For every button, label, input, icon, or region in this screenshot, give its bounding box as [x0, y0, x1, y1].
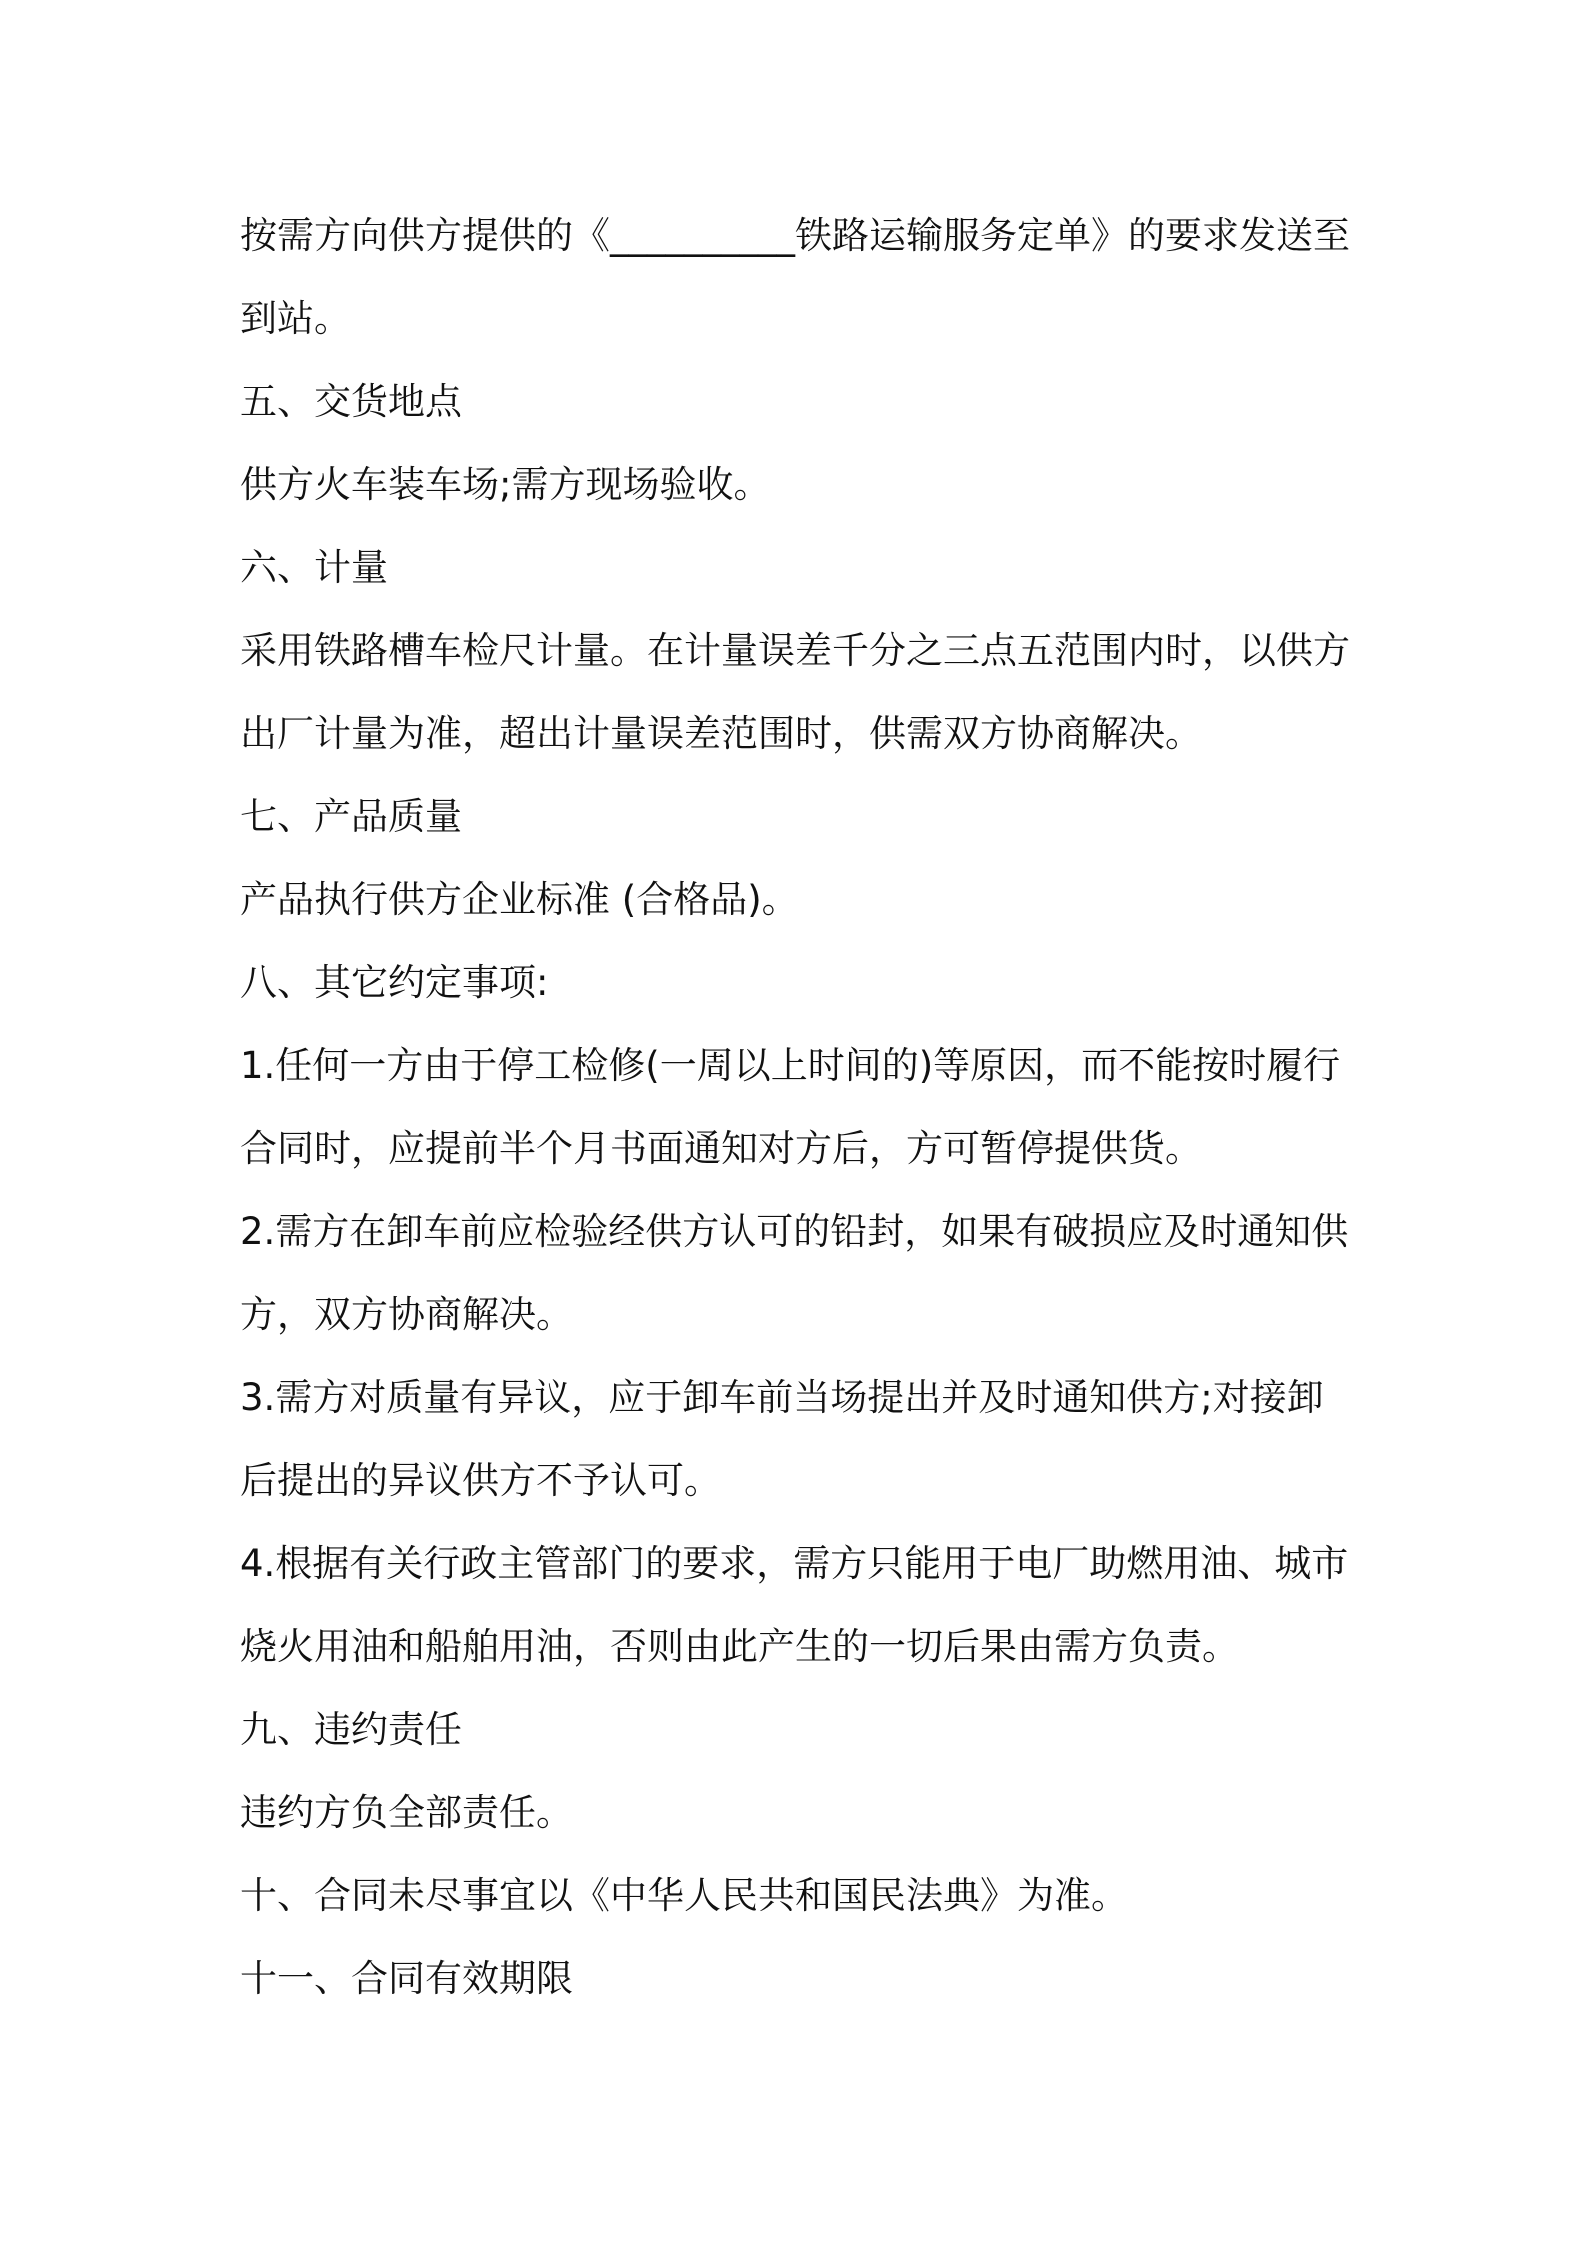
section-heading: 六、计量 — [240, 546, 388, 589]
text-line: 出厂计量为准，超出计量误差范围时，供需双方协商解决。 — [240, 712, 1202, 755]
document-body — [240, 194, 1360, 2020]
section-heading: 十一、合同有效期限 — [240, 1957, 573, 2000]
text-line: 方，双方协商解决。 — [240, 1293, 573, 1336]
text-line: 供方火车装车场;需方现场验收。 — [240, 463, 771, 506]
list-item: 4.根据有关行政主管部门的要求，需方只能用于电厂助燃用油、城市 — [240, 1542, 1349, 1585]
section-heading: 七、产品质量 — [240, 795, 462, 838]
text-line: 采用铁路槽车检尺计量。在计量误差千分之三点五范围内时，以供方 — [240, 629, 1350, 672]
text-line: 到站。 — [240, 297, 351, 340]
section-heading: 十、合同未尽事宜以《中华人民共和国民法典》为准。 — [240, 1874, 1128, 1917]
section-heading: 五、交货地点 — [240, 380, 462, 423]
section-heading: 九、违约责任 — [240, 1708, 462, 1751]
text-line: 后提出的异议供方不予认可。 — [240, 1459, 721, 1502]
text-line: 按需方向供方提供的《__________铁路运输服务定单》的要求发送至 — [240, 214, 1350, 257]
list-item: 3.需方对质量有异议，应于卸车前当场提出并及时通知供方;对接卸 — [240, 1376, 1324, 1419]
list-item: 1.任何一方由于停工检修(一周以上时间的)等原因，而不能按时履行 — [240, 1044, 1341, 1087]
text-line: 产品执行供方企业标准 (合格品)。 — [240, 878, 799, 921]
section-heading: 八、其它约定事项: — [240, 961, 549, 1004]
text-line: 合同时，应提前半个月书面通知对方后，方可暂停提供货。 — [240, 1127, 1202, 1170]
text-line: 违约方负全部责任。 — [240, 1791, 573, 1834]
text-line: 烧火用油和船舶用油，否则由此产生的一切后果由需方负责。 — [240, 1625, 1239, 1668]
list-item: 2.需方在卸车前应检验经供方认可的铅封，如果有破损应及时通知供 — [240, 1210, 1349, 1253]
